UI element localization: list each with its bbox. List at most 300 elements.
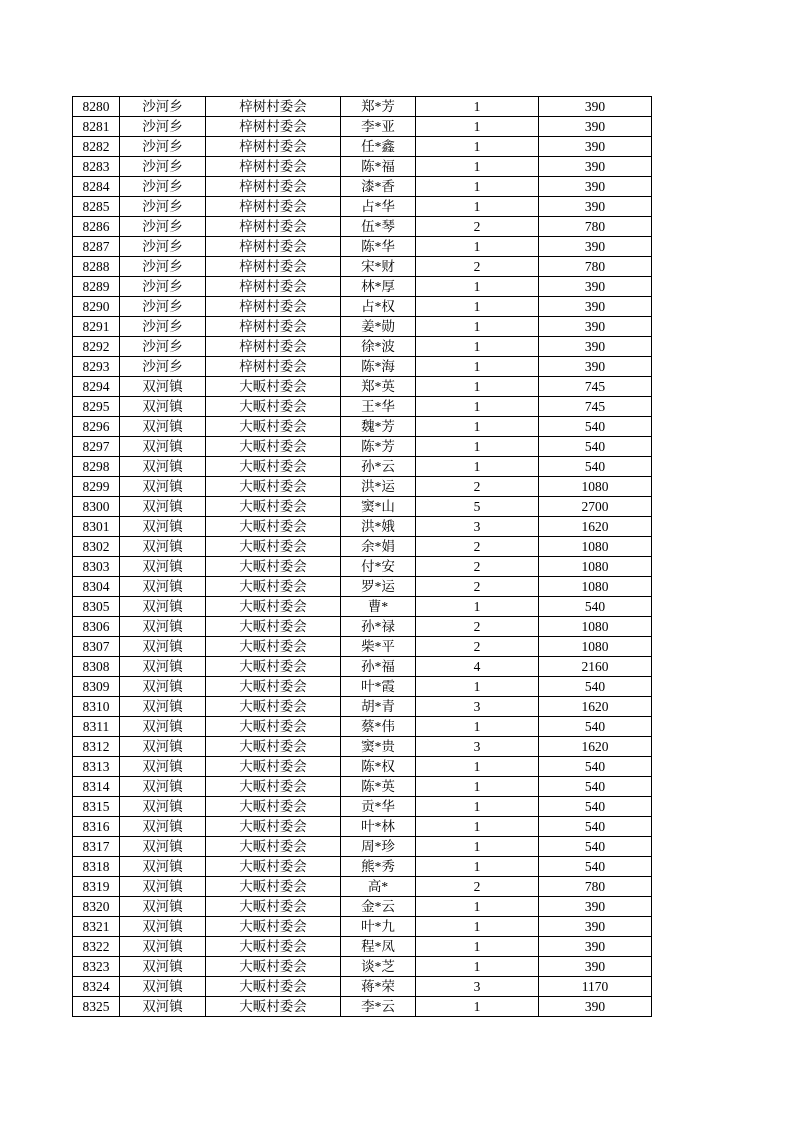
village-committee-cell: 大畈村委会 [206,837,341,857]
township-cell: 双河镇 [120,837,206,857]
person-name-cell: 蒋*荣 [341,977,416,997]
village-committee-cell: 大畈村委会 [206,517,341,537]
township-cell: 沙河乡 [120,277,206,297]
household-count-cell: 1 [416,437,539,457]
person-name-cell: 陈*芳 [341,437,416,457]
amount-cell: 540 [539,417,652,437]
row-number-cell: 8289 [73,277,120,297]
table-row [73,477,652,497]
village-committee-cell: 大畈村委会 [206,697,341,717]
table-row [73,437,652,457]
person-name-cell: 洪*运 [341,477,416,497]
row-number-cell: 8286 [73,217,120,237]
township-cell: 双河镇 [120,617,206,637]
person-name-cell: 任*鑫 [341,137,416,157]
village-committee-cell: 大畈村委会 [206,897,341,917]
table-row [73,817,652,837]
household-count-cell: 4 [416,657,539,677]
person-name-cell: 窦*山 [341,497,416,517]
amount-cell: 1080 [539,537,652,557]
village-committee-cell: 梓树村委会 [206,317,341,337]
person-name-cell: 孙*云 [341,457,416,477]
row-number-cell: 8294 [73,377,120,397]
township-cell: 双河镇 [120,397,206,417]
township-cell: 双河镇 [120,437,206,457]
township-cell: 沙河乡 [120,357,206,377]
amount-cell: 390 [539,317,652,337]
row-number-cell: 8325 [73,997,120,1017]
table-row [73,377,652,397]
household-count-cell: 2 [416,637,539,657]
village-committee-cell: 梓树村委会 [206,117,341,137]
person-name-cell: 徐*波 [341,337,416,357]
table-row [73,257,652,277]
amount-cell: 780 [539,217,652,237]
row-number-cell: 8300 [73,497,120,517]
person-name-cell: 郑*英 [341,377,416,397]
row-number-cell: 8318 [73,857,120,877]
village-committee-cell: 大畈村委会 [206,397,341,417]
household-count-cell: 1 [416,417,539,437]
township-cell: 双河镇 [120,417,206,437]
township-cell: 双河镇 [120,677,206,697]
amount-cell: 390 [539,297,652,317]
table-row [73,337,652,357]
township-cell: 双河镇 [120,977,206,997]
table-row [73,877,652,897]
table-row [73,737,652,757]
household-count-cell: 2 [416,617,539,637]
household-count-cell: 1 [416,717,539,737]
household-count-cell: 1 [416,857,539,877]
amount-cell: 540 [539,797,652,817]
village-committee-cell: 梓树村委会 [206,337,341,357]
village-committee-cell: 大畈村委会 [206,997,341,1017]
table-row [73,497,652,517]
village-committee-cell: 大畈村委会 [206,497,341,517]
table-row [73,997,652,1017]
table-row [73,957,652,977]
village-committee-cell: 大畈村委会 [206,577,341,597]
table-row [73,137,652,157]
person-name-cell: 蔡*伟 [341,717,416,737]
household-count-cell: 1 [416,677,539,697]
household-count-cell: 1 [416,757,539,777]
row-number-cell: 8297 [73,437,120,457]
row-number-cell: 8322 [73,937,120,957]
person-name-cell: 陈*福 [341,157,416,177]
household-count-cell: 1 [416,117,539,137]
table-row [73,577,652,597]
village-committee-cell: 梓树村委会 [206,157,341,177]
village-committee-cell: 大畈村委会 [206,537,341,557]
table-body [73,97,652,1017]
row-number-cell: 8324 [73,977,120,997]
household-count-cell: 1 [416,277,539,297]
row-number-cell: 8323 [73,957,120,977]
person-name-cell: 高* [341,877,416,897]
subsidy-table [72,96,652,1017]
row-number-cell: 8285 [73,197,120,217]
table-row [73,617,652,637]
township-cell: 沙河乡 [120,137,206,157]
village-committee-cell: 大畈村委会 [206,877,341,897]
township-cell: 双河镇 [120,757,206,777]
household-count-cell: 1 [416,137,539,157]
household-count-cell: 1 [416,597,539,617]
row-number-cell: 8309 [73,677,120,697]
township-cell: 双河镇 [120,737,206,757]
township-cell: 双河镇 [120,637,206,657]
township-cell: 沙河乡 [120,157,206,177]
table-row [73,237,652,257]
township-cell: 双河镇 [120,957,206,977]
village-committee-cell: 大畈村委会 [206,757,341,777]
person-name-cell: 谈*芝 [341,957,416,977]
table-row [73,697,652,717]
household-count-cell: 2 [416,557,539,577]
person-name-cell: 陈*英 [341,777,416,797]
township-cell: 沙河乡 [120,97,206,117]
village-committee-cell: 梓树村委会 [206,137,341,157]
amount-cell: 390 [539,277,652,297]
amount-cell: 540 [539,597,652,617]
amount-cell: 1170 [539,977,652,997]
person-name-cell: 漆*香 [341,177,416,197]
household-count-cell: 1 [416,377,539,397]
table-row [73,677,652,697]
row-number-cell: 8317 [73,837,120,857]
amount-cell: 745 [539,397,652,417]
row-number-cell: 8287 [73,237,120,257]
table-row [73,397,652,417]
amount-cell: 2700 [539,497,652,517]
row-number-cell: 8293 [73,357,120,377]
row-number-cell: 8321 [73,917,120,937]
row-number-cell: 8320 [73,897,120,917]
amount-cell: 2160 [539,657,652,677]
person-name-cell: 叶*霞 [341,677,416,697]
person-name-cell: 贡*华 [341,797,416,817]
township-cell: 双河镇 [120,777,206,797]
table-row [73,197,652,217]
row-number-cell: 8290 [73,297,120,317]
village-committee-cell: 梓树村委会 [206,237,341,257]
village-committee-cell: 大畈村委会 [206,777,341,797]
row-number-cell: 8306 [73,617,120,637]
village-committee-cell: 大畈村委会 [206,857,341,877]
row-number-cell: 8304 [73,577,120,597]
amount-cell: 780 [539,877,652,897]
amount-cell: 540 [539,777,652,797]
household-count-cell: 1 [416,817,539,837]
amount-cell: 390 [539,177,652,197]
amount-cell: 390 [539,337,652,357]
person-name-cell: 洪*娥 [341,517,416,537]
table-row [73,797,652,817]
table-row [73,937,652,957]
row-number-cell: 8280 [73,97,120,117]
person-name-cell: 郑*芳 [341,97,416,117]
row-number-cell: 8295 [73,397,120,417]
township-cell: 双河镇 [120,597,206,617]
household-count-cell: 1 [416,157,539,177]
township-cell: 双河镇 [120,557,206,577]
township-cell: 沙河乡 [120,217,206,237]
township-cell: 双河镇 [120,857,206,877]
village-committee-cell: 梓树村委会 [206,357,341,377]
row-number-cell: 8312 [73,737,120,757]
amount-cell: 1080 [539,617,652,637]
household-count-cell: 1 [416,937,539,957]
table-row [73,637,652,657]
household-count-cell: 2 [416,477,539,497]
person-name-cell: 周*珍 [341,837,416,857]
village-committee-cell: 大畈村委会 [206,617,341,637]
amount-cell: 1620 [539,517,652,537]
village-committee-cell: 大畈村委会 [206,597,341,617]
person-name-cell: 占*华 [341,197,416,217]
table-row [73,897,652,917]
village-committee-cell: 大畈村委会 [206,417,341,437]
village-committee-cell: 梓树村委会 [206,297,341,317]
row-number-cell: 8307 [73,637,120,657]
person-name-cell: 魏*芳 [341,417,416,437]
amount-cell: 390 [539,137,652,157]
township-cell: 双河镇 [120,477,206,497]
township-cell: 双河镇 [120,817,206,837]
row-number-cell: 8315 [73,797,120,817]
row-number-cell: 8301 [73,517,120,537]
household-count-cell: 1 [416,297,539,317]
amount-cell: 390 [539,157,652,177]
village-committee-cell: 大畈村委会 [206,637,341,657]
person-name-cell: 姜*勋 [341,317,416,337]
amount-cell: 390 [539,357,652,377]
table-row [73,357,652,377]
village-committee-cell: 梓树村委会 [206,277,341,297]
household-count-cell: 2 [416,257,539,277]
person-name-cell: 李*云 [341,997,416,1017]
table-row [73,97,652,117]
household-count-cell: 2 [416,537,539,557]
township-cell: 双河镇 [120,797,206,817]
village-committee-cell: 梓树村委会 [206,217,341,237]
household-count-cell: 1 [416,457,539,477]
table-row [73,177,652,197]
household-count-cell: 3 [416,977,539,997]
row-number-cell: 8292 [73,337,120,357]
table-row [73,217,652,237]
village-committee-cell: 梓树村委会 [206,257,341,277]
table-row [73,917,652,937]
person-name-cell: 窦*贵 [341,737,416,757]
township-cell: 沙河乡 [120,197,206,217]
row-number-cell: 8302 [73,537,120,557]
village-committee-cell: 大畈村委会 [206,457,341,477]
household-count-cell: 1 [416,777,539,797]
township-cell: 双河镇 [120,937,206,957]
row-number-cell: 8288 [73,257,120,277]
village-committee-cell: 大畈村委会 [206,797,341,817]
person-name-cell: 伍*琴 [341,217,416,237]
person-name-cell: 金*云 [341,897,416,917]
village-committee-cell: 大畈村委会 [206,717,341,737]
amount-cell: 390 [539,197,652,217]
person-name-cell: 叶*九 [341,917,416,937]
township-cell: 沙河乡 [120,297,206,317]
row-number-cell: 8291 [73,317,120,337]
row-number-cell: 8316 [73,817,120,837]
township-cell: 沙河乡 [120,117,206,137]
household-count-cell: 2 [416,577,539,597]
village-committee-cell: 大畈村委会 [206,677,341,697]
table-row [73,417,652,437]
row-number-cell: 8284 [73,177,120,197]
row-number-cell: 8314 [73,777,120,797]
person-name-cell: 孙*禄 [341,617,416,637]
amount-cell: 540 [539,817,652,837]
village-committee-cell: 大畈村委会 [206,477,341,497]
amount-cell: 390 [539,897,652,917]
table-row [73,537,652,557]
amount-cell: 390 [539,997,652,1017]
township-cell: 双河镇 [120,497,206,517]
table-row [73,657,652,677]
household-count-cell: 1 [416,97,539,117]
township-cell: 双河镇 [120,697,206,717]
row-number-cell: 8296 [73,417,120,437]
amount-cell: 1620 [539,737,652,757]
township-cell: 沙河乡 [120,177,206,197]
person-name-cell: 宋*财 [341,257,416,277]
table-row [73,717,652,737]
township-cell: 沙河乡 [120,257,206,277]
person-name-cell: 孙*福 [341,657,416,677]
household-count-cell: 1 [416,797,539,817]
township-cell: 双河镇 [120,717,206,737]
household-count-cell: 3 [416,517,539,537]
amount-cell: 540 [539,757,652,777]
table-row [73,317,652,337]
amount-cell: 540 [539,717,652,737]
row-number-cell: 8283 [73,157,120,177]
household-count-cell: 1 [416,337,539,357]
person-name-cell: 占*权 [341,297,416,317]
village-committee-cell: 大畈村委会 [206,917,341,937]
township-cell: 沙河乡 [120,337,206,357]
township-cell: 双河镇 [120,917,206,937]
amount-cell: 390 [539,937,652,957]
person-name-cell: 王*华 [341,397,416,417]
village-committee-cell: 大畈村委会 [206,957,341,977]
row-number-cell: 8311 [73,717,120,737]
table-row [73,157,652,177]
row-number-cell: 8305 [73,597,120,617]
township-cell: 双河镇 [120,377,206,397]
village-committee-cell: 梓树村委会 [206,177,341,197]
person-name-cell: 林*厚 [341,277,416,297]
row-number-cell: 8299 [73,477,120,497]
household-count-cell: 1 [416,197,539,217]
household-count-cell: 1 [416,397,539,417]
household-count-cell: 1 [416,177,539,197]
amount-cell: 390 [539,957,652,977]
person-name-cell: 程*凤 [341,937,416,957]
table-row [73,557,652,577]
village-committee-cell: 大畈村委会 [206,557,341,577]
row-number-cell: 8281 [73,117,120,137]
row-number-cell: 8310 [73,697,120,717]
table-row [73,837,652,857]
amount-cell: 540 [539,677,652,697]
person-name-cell: 陈*海 [341,357,416,377]
person-name-cell: 胡*青 [341,697,416,717]
household-count-cell: 2 [416,877,539,897]
amount-cell: 745 [539,377,652,397]
table-row [73,297,652,317]
person-name-cell: 柴*平 [341,637,416,657]
amount-cell: 390 [539,237,652,257]
amount-cell: 390 [539,97,652,117]
village-committee-cell: 大畈村委会 [206,737,341,757]
household-count-cell: 1 [416,237,539,257]
table-row [73,597,652,617]
table-row [73,777,652,797]
table-row [73,857,652,877]
household-count-cell: 3 [416,697,539,717]
person-name-cell: 余*娟 [341,537,416,557]
person-name-cell: 曹* [341,597,416,617]
amount-cell: 1620 [539,697,652,717]
person-name-cell: 叶*林 [341,817,416,837]
row-number-cell: 8282 [73,137,120,157]
household-count-cell: 3 [416,737,539,757]
table-row [73,117,652,137]
household-count-cell: 1 [416,997,539,1017]
amount-cell: 540 [539,437,652,457]
household-count-cell: 5 [416,497,539,517]
amount-cell: 390 [539,917,652,937]
row-number-cell: 8313 [73,757,120,777]
township-cell: 双河镇 [120,577,206,597]
amount-cell: 390 [539,117,652,137]
household-count-cell: 1 [416,957,539,977]
household-count-cell: 1 [416,357,539,377]
amount-cell: 1080 [539,477,652,497]
table-row [73,277,652,297]
household-count-cell: 2 [416,217,539,237]
village-committee-cell: 大畈村委会 [206,977,341,997]
table-row [73,457,652,477]
row-number-cell: 8298 [73,457,120,477]
person-name-cell: 熊*秀 [341,857,416,877]
township-cell: 双河镇 [120,457,206,477]
amount-cell: 540 [539,857,652,877]
household-count-cell: 1 [416,897,539,917]
township-cell: 双河镇 [120,657,206,677]
village-committee-cell: 大畈村委会 [206,817,341,837]
table-row [73,977,652,997]
row-number-cell: 8319 [73,877,120,897]
village-committee-cell: 大畈村委会 [206,937,341,957]
household-count-cell: 1 [416,917,539,937]
amount-cell: 1080 [539,557,652,577]
amount-cell: 540 [539,457,652,477]
village-committee-cell: 大畈村委会 [206,377,341,397]
township-cell: 双河镇 [120,877,206,897]
amount-cell: 1080 [539,577,652,597]
